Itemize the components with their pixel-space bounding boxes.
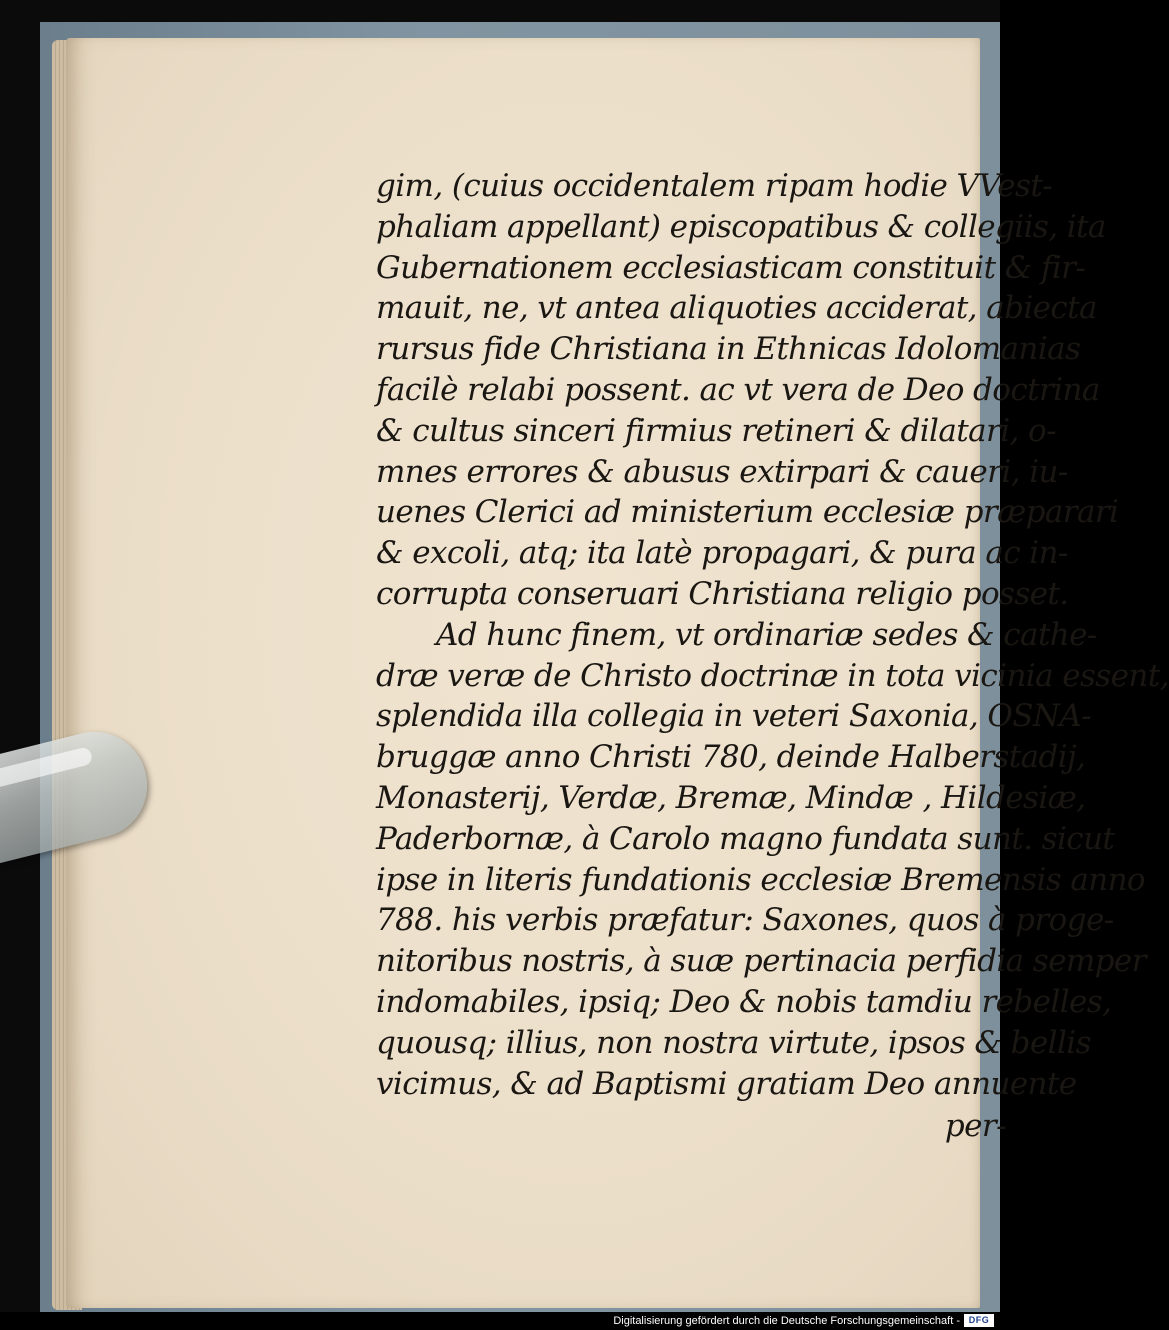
text-line: & cultus sinceri firmius retineri & dilatari, o-	[376, 412, 1056, 449]
funding-credit: Digitalisierung gefördert durch die Deutsche Forschungsgemeinschaft -	[613, 1315, 960, 1327]
text-line: Ad hunc finem, vt ordinariæ sedes & cathe-	[436, 616, 1097, 653]
text-line: & excoli, atq; ita latè propagari, & pura ac in-	[376, 535, 1068, 572]
text-line: 788. his verbis præfatur: Saxones, quos à proge-	[376, 902, 1114, 939]
catchword: per-	[944, 1108, 1006, 1145]
text-line: mauit, ne, vt antea aliquoties acciderat, abiecta	[376, 290, 1097, 327]
footer-bar	[0, 1312, 1000, 1330]
text-line: phaliam appellant) episcopatibus & collegiis, ita	[376, 208, 1106, 245]
text-line: Monasterij, Verdæ, Bremæ, Mindæ , Hildesiæ,	[376, 779, 1086, 816]
text-line: splendida illa collegia in veteri Saxonia, OSNA-	[376, 698, 1092, 735]
text-line: facilè relabi possent. ac vt vera de Deo doctrina	[376, 371, 1100, 408]
text-line: indomabiles, ipsiq; Deo & nobis tamdiu rebelles,	[376, 983, 1112, 1020]
book-page	[66, 38, 1169, 1308]
text-line: vicimus, & ad Baptismi gratiam Deo annuente	[376, 1065, 1077, 1102]
text-line: ipse in literis fundationis ecclesiæ Bremensis anno	[376, 861, 1145, 898]
text-line: mnes errores & abusus extirpari & caueri, iu-	[376, 453, 1068, 490]
text-line: corrupta conseruari Christiana religio posset.	[376, 575, 1069, 612]
text-line: rursus fide Christiana in Ethnicas Idolomanias	[376, 331, 1081, 368]
body-text	[376, 166, 1169, 1147]
text-line: uenes Clerici ad ministerium ecclesiæ præparari	[376, 494, 1119, 531]
text-line: Paderbornæ, à Carolo magno fundata sunt. sicut	[376, 820, 1115, 857]
text-line: bruggæ anno Christi 780, deinde Halberstadij,	[376, 739, 1086, 776]
text-line: dræ veræ de Christo doctrinæ in tota vicinia essent,	[376, 657, 1169, 694]
dfg-logo-icon: DFG	[964, 1314, 994, 1327]
text-line: Gubernationem ecclesiasticam constituit & fir-	[376, 249, 1086, 286]
text-line: gim, (cuius occidentalem ripam hodie VVest-	[376, 168, 1053, 204]
clip-highlight	[0, 746, 94, 792]
text-line: quousq; illius, non nostra virtute, ipsos & bellis	[376, 1024, 1091, 1061]
text-line: nitoribus nostris, à suæ pertinacia perfidia semper	[376, 943, 1146, 980]
